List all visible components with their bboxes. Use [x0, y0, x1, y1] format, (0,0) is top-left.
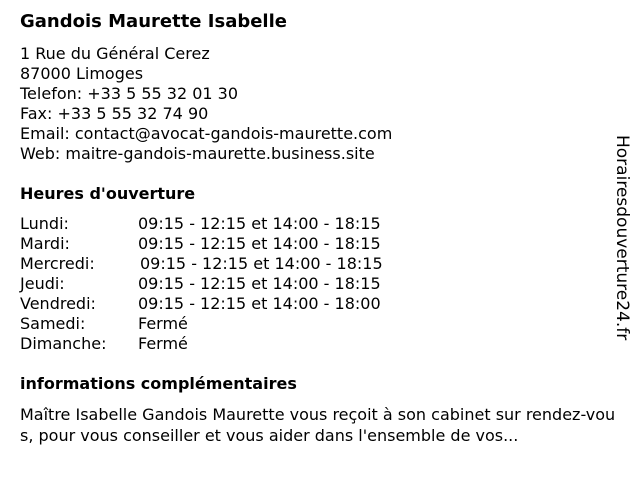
address-street: 1 Rue du Général Cerez	[20, 44, 210, 63]
opening-hours-heading: Heures d'ouverture	[20, 184, 196, 203]
phone-number: Telefon: +33 5 55 32 01 30	[20, 84, 239, 103]
fax-number: Fax: +33 5 55 32 74 90	[20, 104, 209, 123]
day-label: Samedi:	[20, 314, 86, 333]
day-hours: 09:15 - 12:15 et 14:00 - 18:00	[138, 294, 381, 313]
contact-block	[20, 44, 392, 164]
day-hours: 09:15 - 12:15 et 14:00 - 18:15	[138, 234, 381, 253]
day-label: Mercredi:	[20, 254, 95, 273]
day-label: Lundi:	[20, 214, 69, 233]
email-address: Email: contact@avocat-gandois-maurette.com	[20, 124, 393, 143]
day-label: Vendredi:	[20, 294, 96, 313]
additional-info-text: Maître Isabelle Gandois Maurette vous reçoit à son cabinet sur rendez-vous, pour vous conseiller et vous aider dans l'ensemble de vos...	[20, 405, 616, 445]
website: Web: maitre-gandois-maurette.business.site	[20, 144, 375, 163]
day-hours: 09:15 - 12:15 et 14:00 - 18:15	[138, 214, 381, 233]
business-name: Gandois Maurette Isabelle	[20, 11, 287, 32]
day-label: Dimanche:	[20, 334, 107, 353]
day-label: Mardi:	[20, 234, 70, 253]
day-label: Jeudi:	[20, 274, 65, 293]
day-hours: Fermé	[138, 314, 188, 333]
address-city: 87000 Limoges	[20, 64, 144, 83]
site-watermark: Horairesdouverture24.fr	[612, 135, 632, 341]
day-hours: 09:15 - 12:15 et 14:00 - 18:15	[140, 254, 383, 273]
day-hours: Fermé	[138, 334, 188, 353]
additional-info-heading: informations complémentaires	[20, 374, 297, 393]
day-hours: 09:15 - 12:15 et 14:00 - 18:15	[138, 274, 381, 293]
